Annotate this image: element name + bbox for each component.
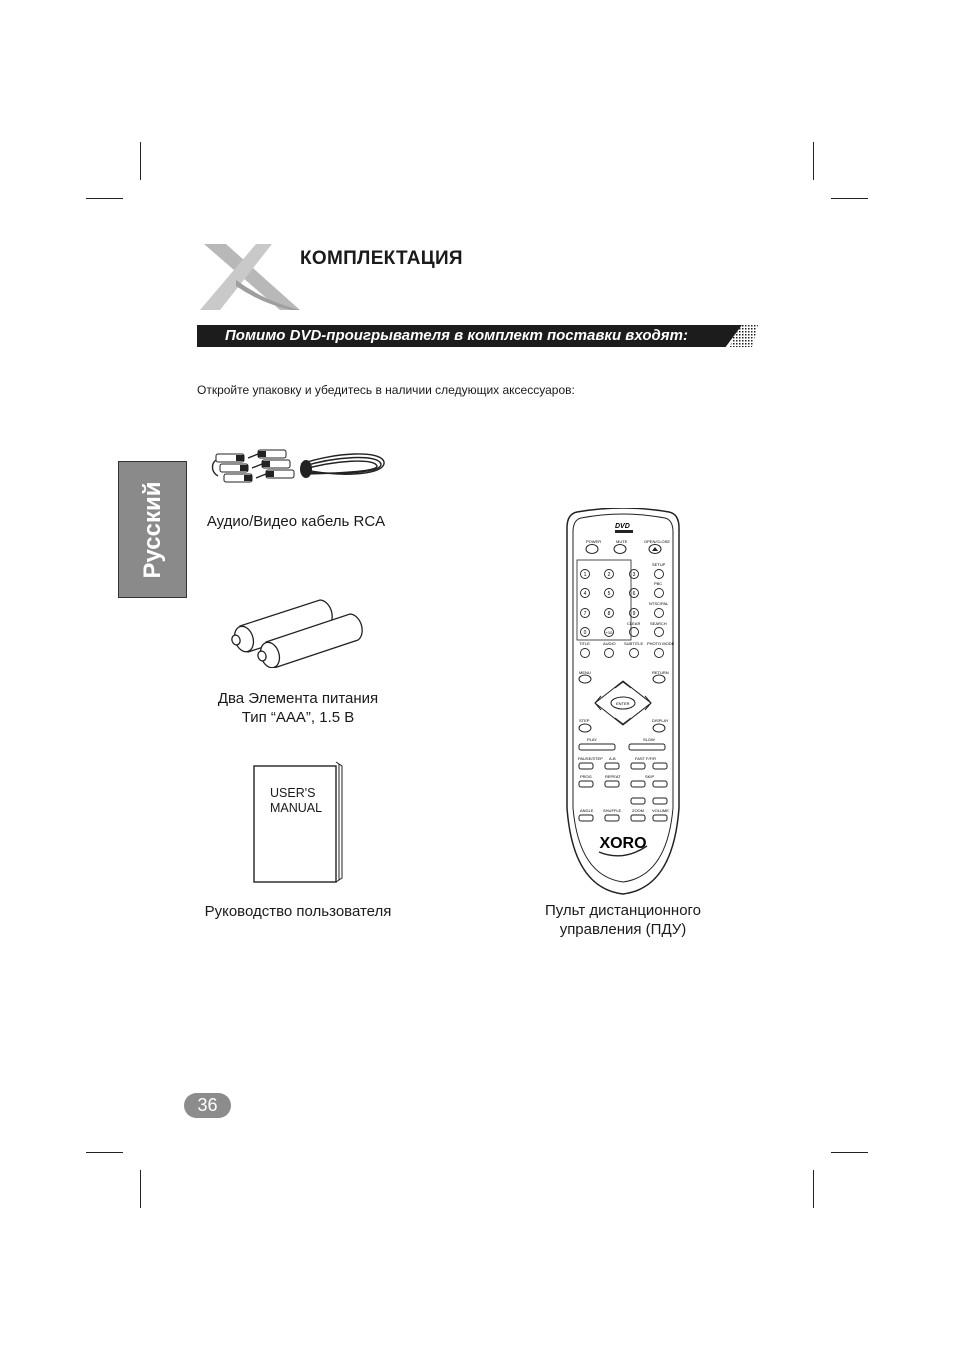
remote-label-open: OPEN/CLOSE bbox=[644, 539, 671, 544]
manual-cover-text bbox=[270, 786, 322, 816]
remote-label-display: DISPLAY bbox=[652, 718, 669, 723]
remote-label-clear: CLEAR bbox=[627, 621, 641, 626]
remote-label-repeat: REPEAT bbox=[605, 774, 621, 779]
manual-cover-line1: USER'S bbox=[270, 786, 316, 800]
remote-key-8: 8 bbox=[607, 611, 611, 617]
crop-mark bbox=[140, 1170, 141, 1208]
batteries-caption-line2: Тип “AAA”, 1.5 В bbox=[241, 709, 355, 726]
remote-control-image bbox=[563, 508, 683, 898]
remote-caption-line1: Пульт дистанционного bbox=[544, 902, 702, 919]
remote-key-2: 2 bbox=[607, 572, 611, 578]
page-number: 36 bbox=[184, 1093, 231, 1118]
remote-label-photo: PHOTO MODE bbox=[647, 641, 675, 646]
remote-label-slow: SLOW bbox=[643, 737, 655, 742]
remote-key-7: 7 bbox=[583, 611, 587, 617]
remote-label-play: PLAY bbox=[587, 737, 597, 742]
remote-label-title: TITLE bbox=[579, 641, 590, 646]
remote-label-prog: PROG bbox=[580, 774, 592, 779]
manual-image bbox=[250, 760, 346, 884]
remote-caption-line2: управления (ПДУ) bbox=[559, 921, 687, 938]
remote-key-5: 5 bbox=[607, 591, 611, 597]
manual-caption: Руководство пользователя bbox=[204, 903, 392, 920]
batteries-caption bbox=[196, 689, 400, 727]
remote-key-4: 4 bbox=[583, 591, 587, 597]
remote-label-setup: SETUP bbox=[652, 562, 666, 567]
manual-cover-line2: MANUAL bbox=[270, 801, 323, 815]
remote-label-volume: VOLUME bbox=[652, 808, 669, 813]
remote-label-ab: A-B bbox=[609, 756, 616, 761]
remote-label-subtitle: SUBTITLE bbox=[624, 641, 644, 646]
remote-key-6: 6 bbox=[632, 591, 636, 597]
intro-text: Откройте упаковку и убедитесь в наличии следующих аксессуаров: bbox=[197, 383, 575, 397]
cable-caption: Аудио/Видео кабель RCA bbox=[206, 513, 386, 530]
banner-text: Помимо DVD-проигрывателя в комплект поставки входят: bbox=[225, 327, 688, 344]
rca-cable-image bbox=[206, 442, 388, 492]
remote-key-1: 1 bbox=[583, 572, 587, 578]
remote-dvd-logo: DVD bbox=[615, 523, 630, 530]
remote-key-0: 0 bbox=[583, 630, 587, 636]
remote-label-zoom: ZOOM bbox=[632, 808, 644, 813]
banner-dots bbox=[730, 325, 758, 347]
remote-label-ntsc: NTSC/PAL bbox=[649, 601, 669, 606]
crop-mark bbox=[86, 1152, 123, 1153]
crop-mark bbox=[86, 198, 123, 199]
remote-label-audio: AUDIO bbox=[603, 641, 616, 646]
remote-label-power: POWER bbox=[586, 539, 602, 544]
remote-key-plus10: +10 bbox=[605, 630, 613, 635]
remote-label-return: RETURN bbox=[652, 670, 669, 675]
section-banner bbox=[197, 325, 757, 347]
remote-key-9: 9 bbox=[632, 611, 636, 617]
remote-label-menu: MENU bbox=[579, 670, 591, 675]
brand-x-logo bbox=[196, 240, 302, 312]
crop-mark bbox=[813, 142, 814, 180]
remote-label-search: SEARCH bbox=[650, 621, 667, 626]
language-label: Русский bbox=[138, 481, 166, 578]
batteries-image bbox=[228, 596, 368, 668]
language-tab bbox=[118, 461, 187, 598]
crop-mark bbox=[140, 142, 141, 180]
remote-label-shuffle: SHUFFLE bbox=[603, 808, 622, 813]
remote-label-fast: FAST F/F/R bbox=[635, 756, 657, 761]
crop-mark bbox=[831, 1152, 868, 1153]
page-title: КОМПЛЕКТАЦИЯ bbox=[300, 248, 463, 269]
remote-label-step: STEP bbox=[579, 718, 590, 723]
crop-mark bbox=[831, 198, 868, 199]
remote-key-3: 3 bbox=[632, 572, 636, 578]
remote-label-mute: MUTE bbox=[616, 539, 628, 544]
remote-label-angle: ANGLE bbox=[580, 808, 594, 813]
remote-label-pbc: PBC bbox=[654, 581, 663, 586]
remote-label-enter: ENTER bbox=[616, 701, 630, 706]
remote-label-skip: SKIP bbox=[645, 774, 655, 779]
remote-label-pause: PAUSE/STEP bbox=[578, 756, 603, 761]
remote-caption bbox=[512, 901, 734, 939]
remote-brand: XORO bbox=[599, 835, 647, 852]
crop-mark bbox=[813, 1170, 814, 1208]
batteries-caption-line1: Два Элемента питания bbox=[217, 690, 379, 707]
